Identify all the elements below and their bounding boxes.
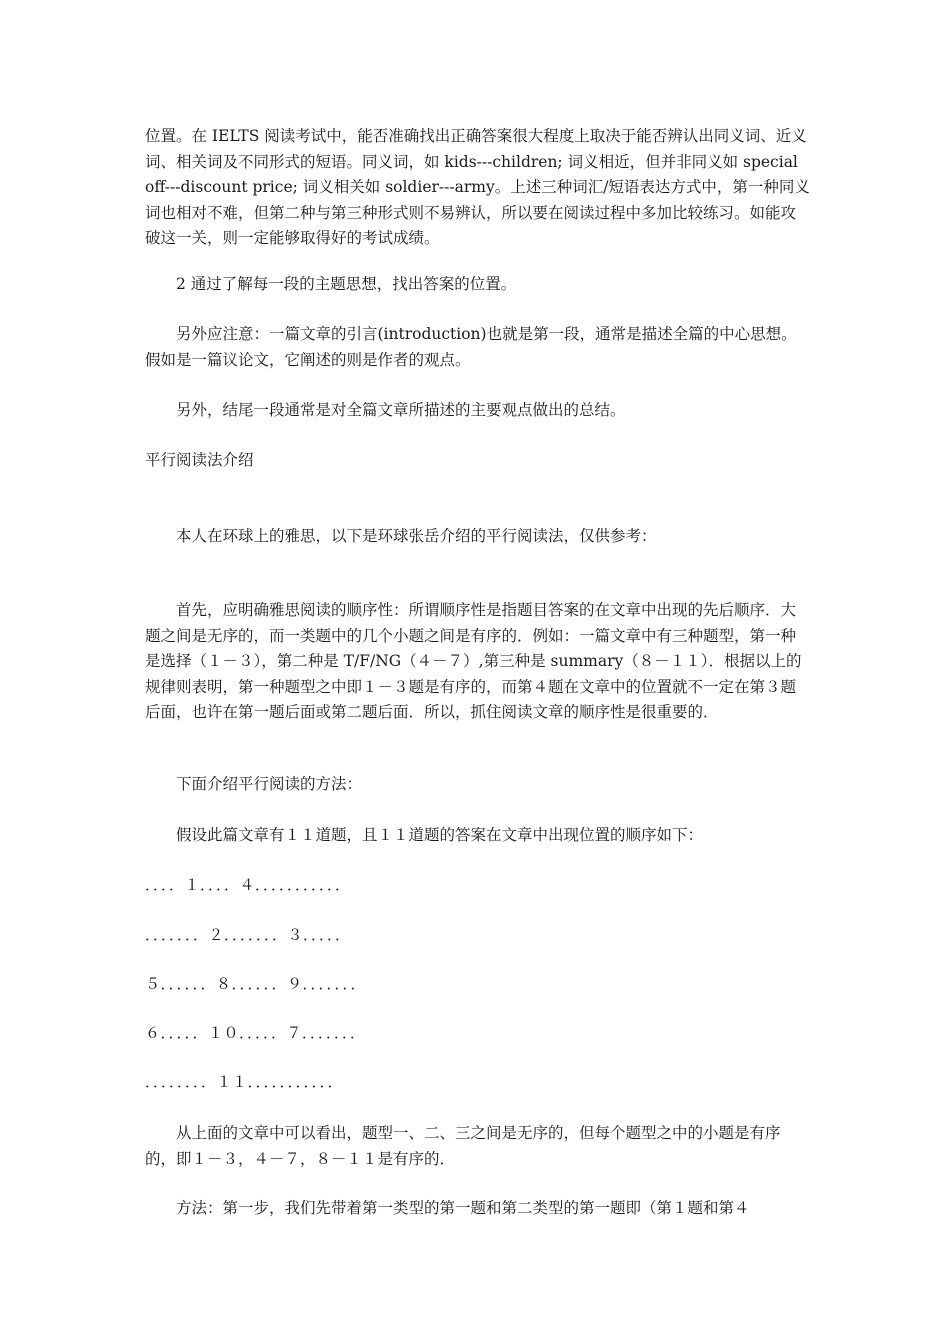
dot-line: ．．．．１．．．．４．．．．．．．．．．． xyxy=(145,876,351,894)
paragraph-order: 首先，应明确雅思阅读的顺序性：所谓顺序性是指题目答案的在文章中出现的先后顺序．大题之间是无序的，而一类题中的几个小题之间是有序的．例如：一篇文章中有三种题型，第一种是选择（１－３），第二种是 T/F/NG（４－７）,第三种是 summary（８－１１）．根据以上的规律则表明，第一种题型之中即１－３题是有序的，而第４题在文章中的位置就不一定在第３题后面，也许在第一题后面或第二题后面．所以，抓住阅读文章的顺序性是很重要的． xyxy=(145,601,802,721)
paragraph-intro-method: 本人在环球上的雅思，以下是环球张岳介绍的平行阅读法，仅供参考： xyxy=(145,527,657,545)
dot-line: ５．．．．．．８．．．．．．９．．．．．．． xyxy=(145,975,367,993)
paragraph-introduction-note: 另外应注意：一篇文章的引言(introduction)也就是第一段，通常是描述全篇的中心思想。假如是一篇议论文，它阐述的则是作者的观点。 xyxy=(145,325,797,369)
paragraph-analysis: 从上面的文章中可以看出，题型一、二、三之间是无序的，但每个题型之中的小题是有序的，即１－３，４－７，８－１１是有序的． xyxy=(145,1124,781,1168)
dot-line: ．．．．．．．２．．．．．．．３．．．．． xyxy=(145,926,351,944)
paragraph-conclusion-note: 另外，结尾一段通常是对全篇文章所描述的主要观点做出的总结。 xyxy=(145,401,626,419)
paragraph-point-2: 2 通过了解每一段的主题思想，找出答案的位置。 xyxy=(145,275,517,293)
section-heading: 平行阅读法介绍 xyxy=(145,451,254,469)
paragraph-assumption: 假设此篇文章有１１道题，且１１道题的答案在文章中出现位置的顺序如下： xyxy=(145,826,704,844)
paragraph-method-step1: 方法：第一步，我们先带着第一类型的第一题和第二类型的第一题即（第１题和第４ xyxy=(145,1199,750,1217)
dot-line: ６．．．．．１０．．．．．７．．．．．．． xyxy=(145,1024,366,1042)
paragraph-method-intro: 下面介绍平行阅读的方法： xyxy=(145,775,363,793)
dot-line: ．．．．．．．．１１．．．．．．．．．．． xyxy=(145,1073,344,1091)
paragraph-synonyms: 位置。在 IELTS 阅读考试中，能否准确找出正确答案很大程度上取决于能否辨认出同义词、近义词、相关词及不同形式的短语。同义词，如 kids---children; 词义相近，但并非同义如 special off---discount price; 词义相关如 soldier---army。上述三种词汇/短语表达方式中，第一种同义词也相对不难，但第二种与第三种形式则不易辨认，所以要在阅读过程中多加比较练习。如能攻破这一关，则一定能够取得好的考试成绩。 xyxy=(145,127,810,247)
